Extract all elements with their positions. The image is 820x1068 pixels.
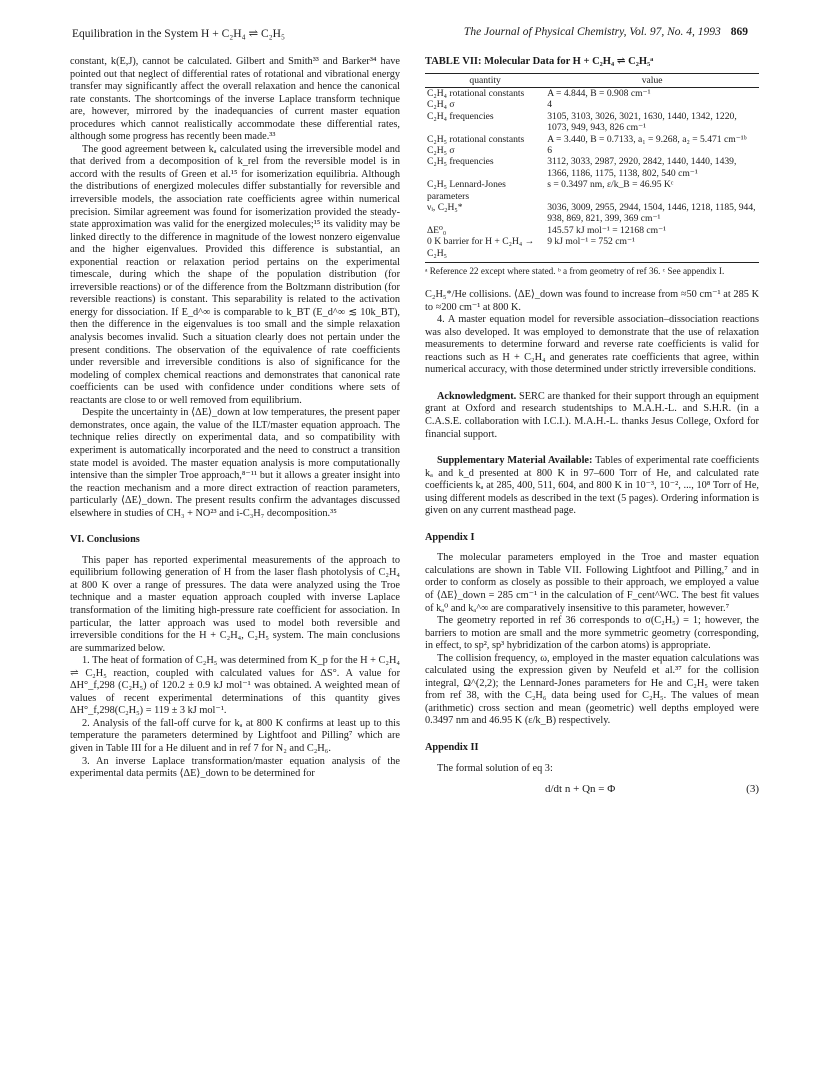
paragraph: 4. A master equation model for reversible association–dissociation reactions was also developed. It was employed to demonstrate that the use of relaxation measurements to determine forward and reverse rate coefficients is valid for reactions such as H + C₂H₄ and generates rate coefficients that agree, within numerical accuracy, with those determined under strictly irreversible conditions. (425, 314, 759, 376)
paragraph: The molecular parameters employed in the Troe and master equation calculations are shown in Table VII. Following Lightfoot and Pilling,⁷ and in order to conform as closely as possible to their approach, we employed a value of ⟨ΔE⟩_down = 285 cm⁻¹ in the calculation of F_cent^WC. The best fit values of kₐ⁰ and kₐ^∞ are comparatively insensitive to this parameter, however.⁷ (425, 552, 759, 614)
table-row (425, 225, 759, 236)
table-row (425, 87, 759, 99)
value-cell: 6 (547, 144, 553, 156)
quantity-cell: C₂H₅ rotational constants (427, 133, 525, 145)
paragraph: Despite the uncertainty in ⟨ΔE⟩_down at low temperatures, the present paper demonstrates, once again, the value of the ILT/master equation approach. The technique relies directly on experimental data, and so compatibility with experiment is automatically incorporated and the need to construct a transition state model is avoided. The master equation analysis is more computationally intensive than the simpler Troe approach,⁸⁻¹¹ but it allows a greater insight into the reaction mechanism and a more direct extraction of reaction parameters, particularly ⟨ΔE⟩_down. The present results confirm the advantages discussed elsewhere in studies of CH₃ + NO²³ and i-C₃H₇ decomposition.³⁵ (70, 407, 400, 519)
table-footnote: ᵃ Reference 22 except where stated. ᵇ a from geometry of ref 36. ᶜ See appendix I. (425, 266, 725, 277)
table-row (425, 145, 759, 156)
header-title: Equilibration in the System H + C₂H₄ ⇌ C₂H₅ (72, 28, 285, 40)
value-cell: 3036, 3009, 2955, 2944, 1504, 1446, 1218, 1185, 944, 938, 869, 821, 399, 369 cm⁻¹ (547, 202, 756, 225)
acknowledgment-paragraph (425, 391, 759, 441)
value-cell: A = 4.844, B = 0.908 cm⁻¹ (547, 87, 651, 99)
equation-text: d/dt n + Qn = Φ (545, 783, 616, 796)
value-cell: s = 0.3497 nm, ε/k_B = 46.95 Kᶜ (547, 179, 674, 191)
table-row (425, 179, 759, 202)
quantity-cell: C₂H₅ σ (427, 144, 455, 156)
right-column (425, 56, 759, 805)
equation-3 (425, 783, 759, 805)
paragraph: The collision frequency, ω, employed in the master equation calculations was calculated using the expression given by Neufeld et al.³⁷ for the collision integral, Ω^(2,2); the Lennard-Jones parameters for He and C₂H₅ were taken from ref 38, with the C₂H₆ data being used for C₂H₅. The values of mean (arithmetic) cross section and mean (geometric) well depths employed were 0.3497 nm and 46.95 K (ε/k_B) respectively. (425, 652, 759, 727)
table-row (425, 236, 759, 262)
paragraph: The formal solution of eq 3: (437, 762, 553, 774)
table-title: TABLE VII: Molecular Data for H + C₂H₄ ⇌ C₂H₅ᵃ (425, 56, 654, 67)
quantity-cell: C₂H₄ rotational constants (427, 87, 525, 99)
paragraph: This paper has reported experimental measurements of the approach to equilibrium following generation of H from the laser flash photolysis of C₂H₄ at 800 K over a range of pressures. The data were analyzed using the Troe technique and a master equation approach coupled with inverse Laplace transformation of the limiting high-pressure rate coefficient for association. In particular, the latter approach was used to model both reversible and irreversible conditions for the H + C₂H₄, C₂H₅ system. The main conclusions are summarized below. (70, 554, 400, 654)
table-row (425, 134, 759, 145)
paragraph: The good agreement between kₐ calculated using the irreversible model and that derived from a decomposition of k_rel from the reversible model is in accord with the results of Green et al.¹⁵ for isomerization equilibria. Although the distributions of energized molecules differ substantially for reversible and irreversible models, the association rate coefficients agree within numerical precision. Similar agreement was found for isomerization provided the steady-state approximation was valid for the energized molecules;¹⁵ its validity may be linked directly to the difference in magnitude of the lowest nonzero eigenvalue and the higher eigenvalues. Provided this difference is substantial, an exponential reaction or relaxation period pertains on the experimental timescale, during which the shape of the population distribution (for irreversible reactions) or of the difference from the Boltzmann distribution (for reversible reactions) is constant. This separability is related to the activation energy for dissociation. If E_d^∞ is comparable to k_BT (E_d^∞ ≲ 10k_BT), then the difference in the eigenvalues is too small and the simple relaxation analysis becomes invalid. Such a situation clearly does not pertain under the present conditions. The observation of the equivalence of rate coefficients under reversible and irreversible conditions is also of significance for the modeling of complex chemical reactions and demonstrates that canonical rate coefficients can be used with confidence under conditions where sets of reactants are close to or well removed from equilibrium. (70, 143, 400, 406)
section-heading-conclusions: VI. Conclusions (70, 534, 140, 546)
column-header-quantity: quantity (425, 73, 545, 87)
equation-number: (3) (746, 783, 759, 796)
header-journal-info (464, 26, 748, 38)
acknowledgment-label: Acknowledgment. (437, 390, 517, 402)
paragraph: 2. Analysis of the fall-off curve for kₐ at 800 K confirms at least up to this temperature the parameters determined by Lightfoot and Pilling⁷ which are given in Table III for a He diluent and in ref 7 for N₂ and C₂H₆. (70, 717, 400, 754)
molecular-data-table (425, 73, 759, 264)
quantity-cell: 0 K barrier for H + C₂H₄ → C₂H₅ (425, 236, 545, 262)
supplementary-text: Tables of experimental rate coefficients kₐ and k_d presented at 800 K in 97–600 Torr of He, and calculated rate coefficients kₐ at 285, 400, 511, 604, and 800 K in 10⁻³, 10⁻², ..., 10⁸ Torr of He, using different models as described in the text (5 pages). Ordering information is given on any current masthead page. (425, 455, 759, 517)
journal-citation: The Journal of Physical Chemistry, Vol. 97, No. 4, 1993 (463, 26, 721, 38)
paragraph: The geometry reported in ref 36 corresponds to σ(C₂H₅) = 1; however, the barriers to motion are small and the more symmetric geometry (corresponding, in effect, to sp², sp³ hybridization of the carbon atoms) is appropriate. (425, 615, 759, 652)
table-row (425, 111, 759, 134)
paragraph: 3. An inverse Laplace transformation/master equation analysis of the experimental data permits ⟨ΔE⟩_down to be determined for (70, 755, 400, 780)
appendix-1-heading: Appendix I (425, 531, 475, 543)
value-cell: 3112, 3033, 2987, 2920, 2842, 1440, 1440, 1439, 1366, 1186, 1175, 1138, 802, 540 cm⁻¹ (547, 156, 737, 179)
paragraph: constant, k(E,J), cannot be calculated. Gilbert and Smith³³ and Barker³⁴ have pointed out that neglect of differential rates of rotational and vibrational energy transfer may significantly affect the overall relaxation and hence the canonical rate constants. The shortcomings of the inverse Laplace transform technique are, however, mirrored by the inadequancies of current master equation procedures which cannot realistically accommodate these differential rates, although some progress has recently been made.³³ (70, 56, 400, 143)
running-header (72, 26, 748, 42)
value-cell: 145.57 kJ mol⁻¹ = 12168 cm⁻¹ (547, 224, 667, 236)
value-cell: 9 kJ mol⁻¹ = 752 cm⁻¹ (545, 236, 759, 262)
quantity-cell: C₂H₅ frequencies (427, 156, 494, 168)
left-column (70, 56, 400, 781)
page-number: 869 (730, 26, 748, 38)
table-header-row (425, 73, 759, 87)
quantity-cell: νᵢ, C₂H₅* (427, 202, 463, 214)
table-row (425, 156, 759, 179)
appendix-2-heading: Appendix II (425, 742, 479, 753)
value-cell: 4 (547, 99, 553, 111)
column-header-value: value (545, 73, 759, 87)
supplementary-paragraph (425, 455, 759, 518)
quantity-cell: C₂H₄ frequencies (427, 110, 494, 122)
table-row (425, 99, 759, 110)
quantity-cell: C₂H₄ σ (427, 99, 455, 111)
paragraph: C₂H₅*/He collisions. ⟨ΔE⟩_down was found to increase from ≈50 cm⁻¹ at 285 K to ≈200 cm⁻¹ at 800 K. (425, 289, 759, 313)
acknowledgment-text: SERC are thanked for their support through an equipment grant at Oxford and research studentships to M.A.H.-L. and S.H.R. (in a C.A.S.E. collaboration with I.C.I.). M.A.H.-L. thanks Jesus College, Oxford for financial support. (425, 390, 759, 440)
supplementary-label: Supplementary Material Available: (437, 455, 593, 467)
quantity-cell: C₂H₅ Lennard-Jones parameters (427, 179, 506, 202)
paragraph: 1. The heat of formation of C₂H₅ was determined from K_p for the H + C₂H₄ ⇌ C₂H₅ reaction, coupled with calculated values for ΔS°. A value for ΔH°_f,298 (C₂H₅) of 120.2 ± 0.9 kJ mol⁻¹ was obtained. A weighted mean of values of recent experimental determinations of this quantity gives ΔH°_f,298(C₂H₅) = 119 ± 3 kJ mol⁻¹. (70, 655, 400, 717)
value-cell: 3105, 3103, 3026, 3021, 1630, 1440, 1342, 1220, 1073, 949, 943, 826 cm⁻¹ (547, 110, 737, 134)
table-row (425, 202, 759, 225)
value-cell: A = 3.440, B = 0.7133, a₁ = 9.268, a₂ = 5.471 cm⁻¹ᵇ (547, 133, 747, 145)
quantity-cell: ΔE⁰₀ (427, 224, 447, 236)
